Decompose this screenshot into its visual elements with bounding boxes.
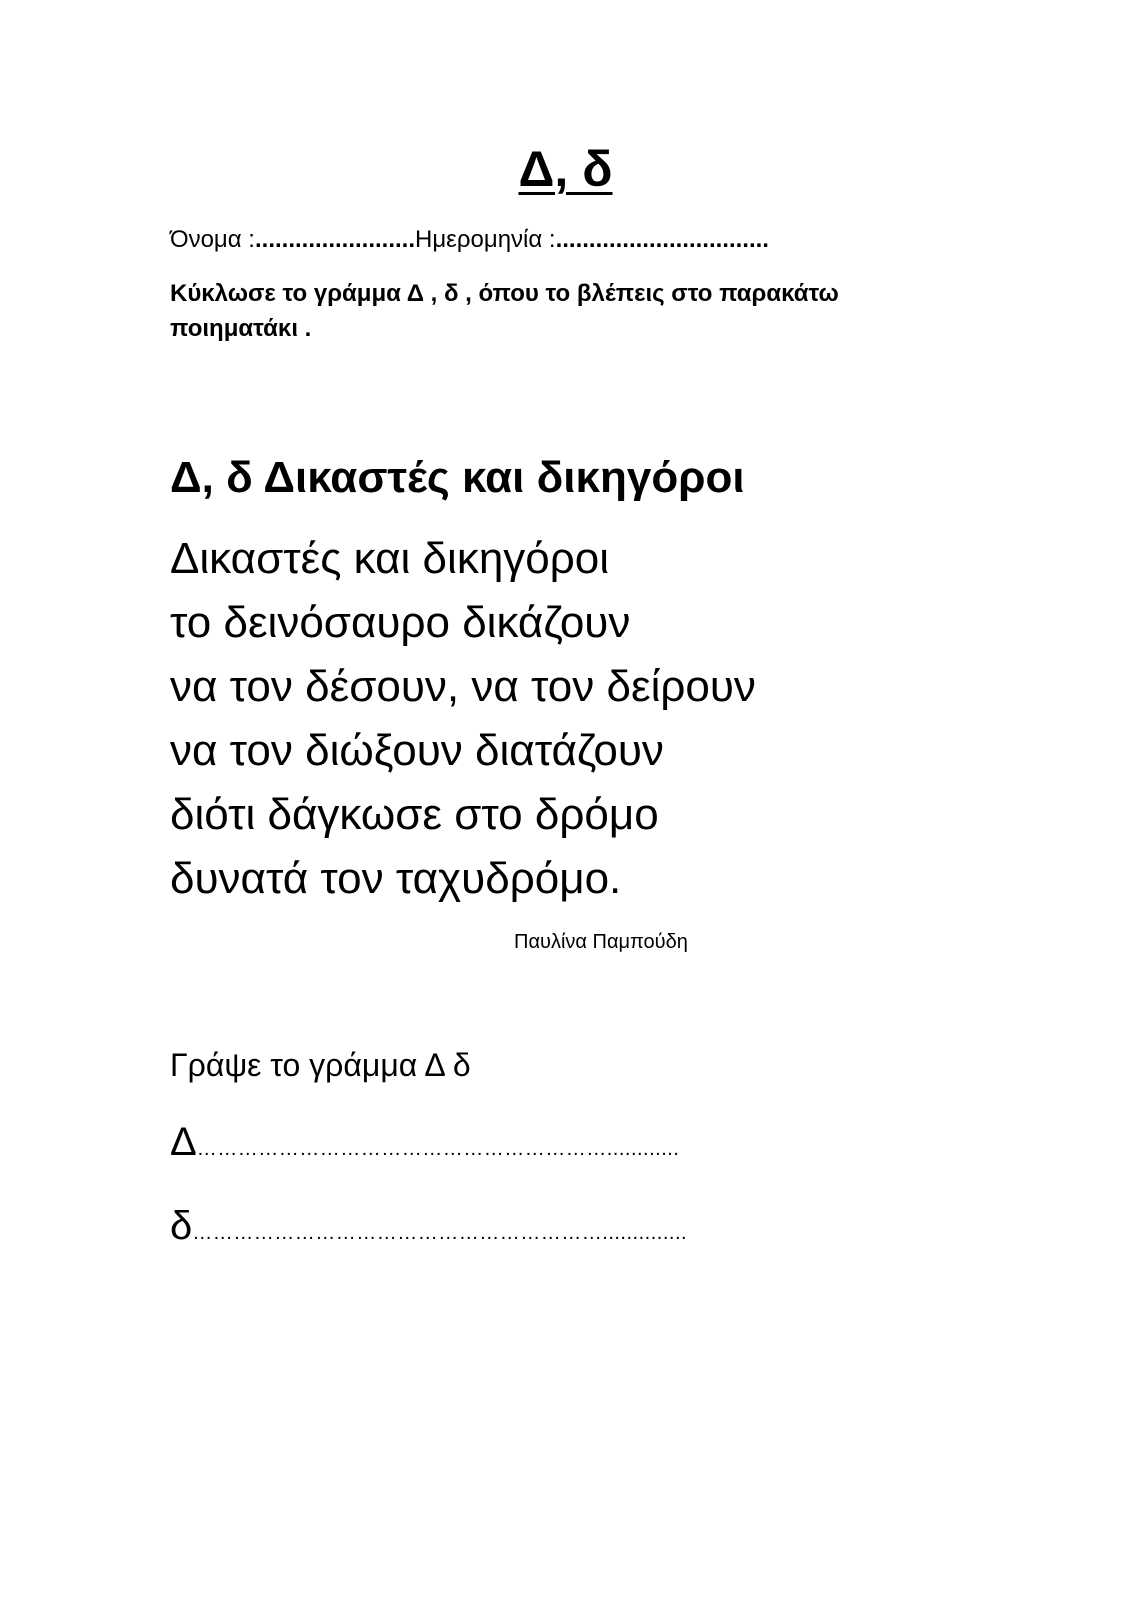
poem-line-4: να τον διώξουν διατάζουν [170, 726, 664, 775]
poem-author: Παυλίνα Παμπούδη [514, 931, 688, 953]
practice-blank-upper: ……………………………………………………............ [196, 1138, 680, 1160]
writing-prompt: Γράψε το γράμμα Δ δ [170, 1047, 471, 1083]
name-blank: ........................ [254, 226, 416, 253]
practice-line-uppercase [170, 1118, 679, 1166]
name-date-line [170, 226, 769, 255]
poem-line-5: διότι δάγκωσε στο δρόμο [170, 790, 659, 839]
practice-line-lowercase [170, 1202, 687, 1250]
instruction-text: Κύκλωσε το γράμμα Δ , δ , όπου το βλέπεις στο παρακάτω ποιηματάκι . [170, 280, 839, 342]
practice-letter-upper: Δ [170, 1120, 197, 1164]
date-label: Ημερομηνία : [415, 226, 556, 253]
page-title: Δ, δ [518, 141, 613, 197]
poem-line-6: δυνατά τον ταχυδρόμο. [170, 854, 622, 903]
poem-body [170, 527, 756, 911]
practice-letter-lower: δ [170, 1204, 193, 1248]
poem-line-1: Δικαστές και δικηγόροι [170, 534, 610, 583]
poem-heading: Δ, δ Δικαστές και δικηγόροι [170, 453, 745, 502]
practice-blank-lower: …………………………………………………….............. [192, 1222, 688, 1244]
name-label: Όνομα : [170, 226, 255, 253]
poem-line-2: το δεινόσαυρο δικάζουν [170, 598, 631, 647]
date-blank: ................................ [555, 226, 769, 253]
poem-line-3: να τον δέσουν, να τον δείρουν [170, 662, 756, 711]
